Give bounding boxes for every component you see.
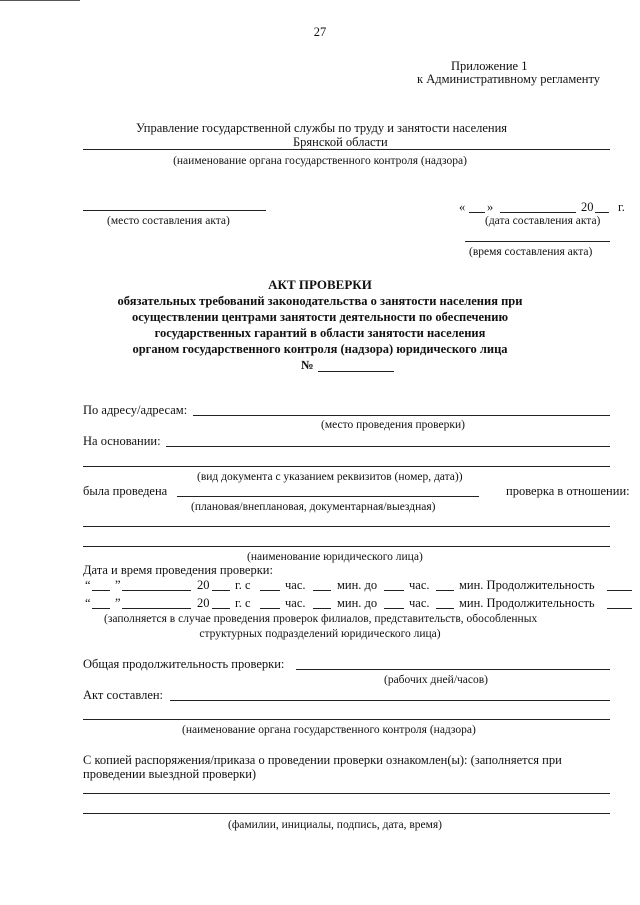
dt1-day-field[interactable] — [92, 590, 110, 591]
act-subtitle-line-3: государственных гарантий в области занятости населения — [154, 326, 486, 340]
address-caption: (место проведения проверки) — [321, 419, 465, 431]
conducted-label: была проведена — [83, 484, 168, 498]
basis-field-line-2[interactable] — [83, 466, 610, 467]
date-month-field[interactable] — [500, 212, 576, 213]
place-caption: (место составления акта) — [107, 215, 230, 227]
time-field[interactable] — [465, 241, 610, 242]
dt1-duration-label: мин. Продолжительность — [459, 578, 595, 592]
date-caption: (дата составления акта) — [485, 215, 601, 227]
act-number-sign: № — [301, 358, 314, 372]
dt2-month-field[interactable] — [122, 608, 191, 609]
compiled-caption: (наименование органа государственного контроля (надзора) — [182, 724, 476, 736]
dt1-hour2-label: час. — [409, 578, 430, 592]
basis-field[interactable] — [166, 446, 610, 447]
dt2-from-label: г. с — [235, 596, 251, 610]
branches-note-line-1: (заполняется в случае проведения проверок филиалов, представительств, обособленных — [104, 613, 538, 625]
authority-line-1: Управление государственной службы по труду и занятости населения — [136, 121, 508, 135]
dt1-hour-label: час. — [285, 578, 306, 592]
authority-underline — [83, 149, 610, 150]
entity-field-line-2[interactable] — [83, 546, 610, 547]
act-title: АКТ ПРОВЕРКИ — [268, 277, 372, 292]
dt1-quote-open: “ — [85, 578, 91, 592]
entity-caption: (наименование юридического лица) — [247, 551, 423, 563]
conducted-caption: (плановая/внеплановая, документарная/выездная) — [191, 501, 436, 513]
dt2-hour-from-field[interactable] — [260, 608, 280, 609]
entity-field-line-1[interactable] — [83, 526, 610, 527]
dt2-duration-label: мин. Продолжительность — [459, 596, 595, 610]
date-year-field[interactable] — [595, 212, 609, 213]
total-duration-caption: (рабочих дней/часов) — [384, 674, 489, 686]
authority-caption: (наименование органа государственного контроля (надзора) — [173, 155, 467, 167]
address-field[interactable] — [193, 415, 610, 416]
time-caption: (время составления акта) — [469, 246, 593, 258]
dt1-hour-from-field[interactable] — [260, 590, 280, 591]
dt1-duration-field[interactable] — [607, 590, 632, 591]
date-open-quote: « — [459, 200, 466, 214]
address-label: По адресу/адресам: — [83, 403, 188, 417]
authority-line-2: Брянской области — [293, 135, 388, 149]
total-duration-label: Общая продолжительность проверки: — [83, 657, 285, 671]
conducted-suffix: проверка в отношении: — [506, 484, 630, 498]
dt2-hour-to-field[interactable] — [384, 608, 404, 609]
dt1-month-field[interactable] — [122, 590, 191, 591]
dt2-min-from-field[interactable] — [313, 608, 331, 609]
dt2-day-field[interactable] — [92, 608, 110, 609]
branches-note-line-2: структурных подразделений юридического лица) — [199, 628, 441, 640]
dt2-duration-field[interactable] — [607, 608, 632, 609]
dt2-quote-open: “ — [85, 596, 91, 610]
compiled-field[interactable] — [170, 700, 610, 701]
place-field[interactable] — [83, 210, 266, 211]
top-edge-mark — [0, 0, 80, 1]
basis-caption: (вид документа с указанием реквизитов (номер, дата)) — [197, 471, 463, 483]
conducted-type-field[interactable] — [177, 496, 479, 497]
act-subtitle-line-4: органом государственного контроля (надзора) юридического лица — [132, 342, 508, 356]
datetime-label: Дата и время проведения проверки: — [83, 563, 273, 577]
dt2-year-prefix: 20 — [197, 596, 210, 610]
total-duration-field[interactable] — [296, 669, 610, 670]
appendix-line-1: Приложение 1 — [451, 59, 528, 73]
compiled-field-line-2[interactable] — [83, 719, 610, 720]
appendix-line-2: к Административному регламенту — [417, 72, 601, 86]
dt2-year-field[interactable] — [212, 608, 230, 609]
page-number: 27 — [313, 25, 327, 39]
act-subtitle-line-1: обязательных требований законодательства о занятости населения при — [117, 294, 523, 308]
dt1-hour-to-field[interactable] — [384, 590, 404, 591]
dt1-year-field[interactable] — [212, 590, 230, 591]
signature-caption: (фамилии, инициалы, подпись, дата, время) — [228, 819, 442, 831]
dt1-quote-close: ” — [115, 578, 121, 592]
copy-line-1: С копией распоряжения/приказа о проведении проверки ознакомлен(ы): (заполняется при — [83, 753, 562, 767]
dt2-hour-label: час. — [285, 596, 306, 610]
dt2-hour2-label: час. — [409, 596, 430, 610]
dt1-min-to-field[interactable] — [436, 590, 454, 591]
signature-field-line-2[interactable] — [83, 813, 610, 814]
signature-field-line-1[interactable] — [83, 793, 610, 794]
dt1-year-prefix: 20 — [197, 578, 210, 592]
dt2-min-to-label: мин. до — [337, 596, 378, 610]
dt1-min-from-field[interactable] — [313, 590, 331, 591]
basis-label: На основании: — [83, 434, 161, 448]
dt2-quote-close: ” — [115, 596, 121, 610]
dt2-min-to-field[interactable] — [436, 608, 454, 609]
copy-line-2: проведении выездной проверки) — [83, 767, 257, 781]
date-close-quote: » — [487, 200, 494, 214]
act-subtitle-line-2: осуществлении центрами занятости деятельности по обеспечению — [131, 310, 509, 324]
date-year-suffix: г. — [618, 200, 625, 214]
act-number-field[interactable] — [318, 371, 394, 372]
dt1-min-to-label: мин. до — [337, 578, 378, 592]
dt1-from-label: г. с — [235, 578, 251, 592]
compiled-label: Акт составлен: — [83, 688, 164, 702]
date-year-prefix: 20 — [581, 200, 594, 214]
date-day-field[interactable] — [469, 212, 485, 213]
